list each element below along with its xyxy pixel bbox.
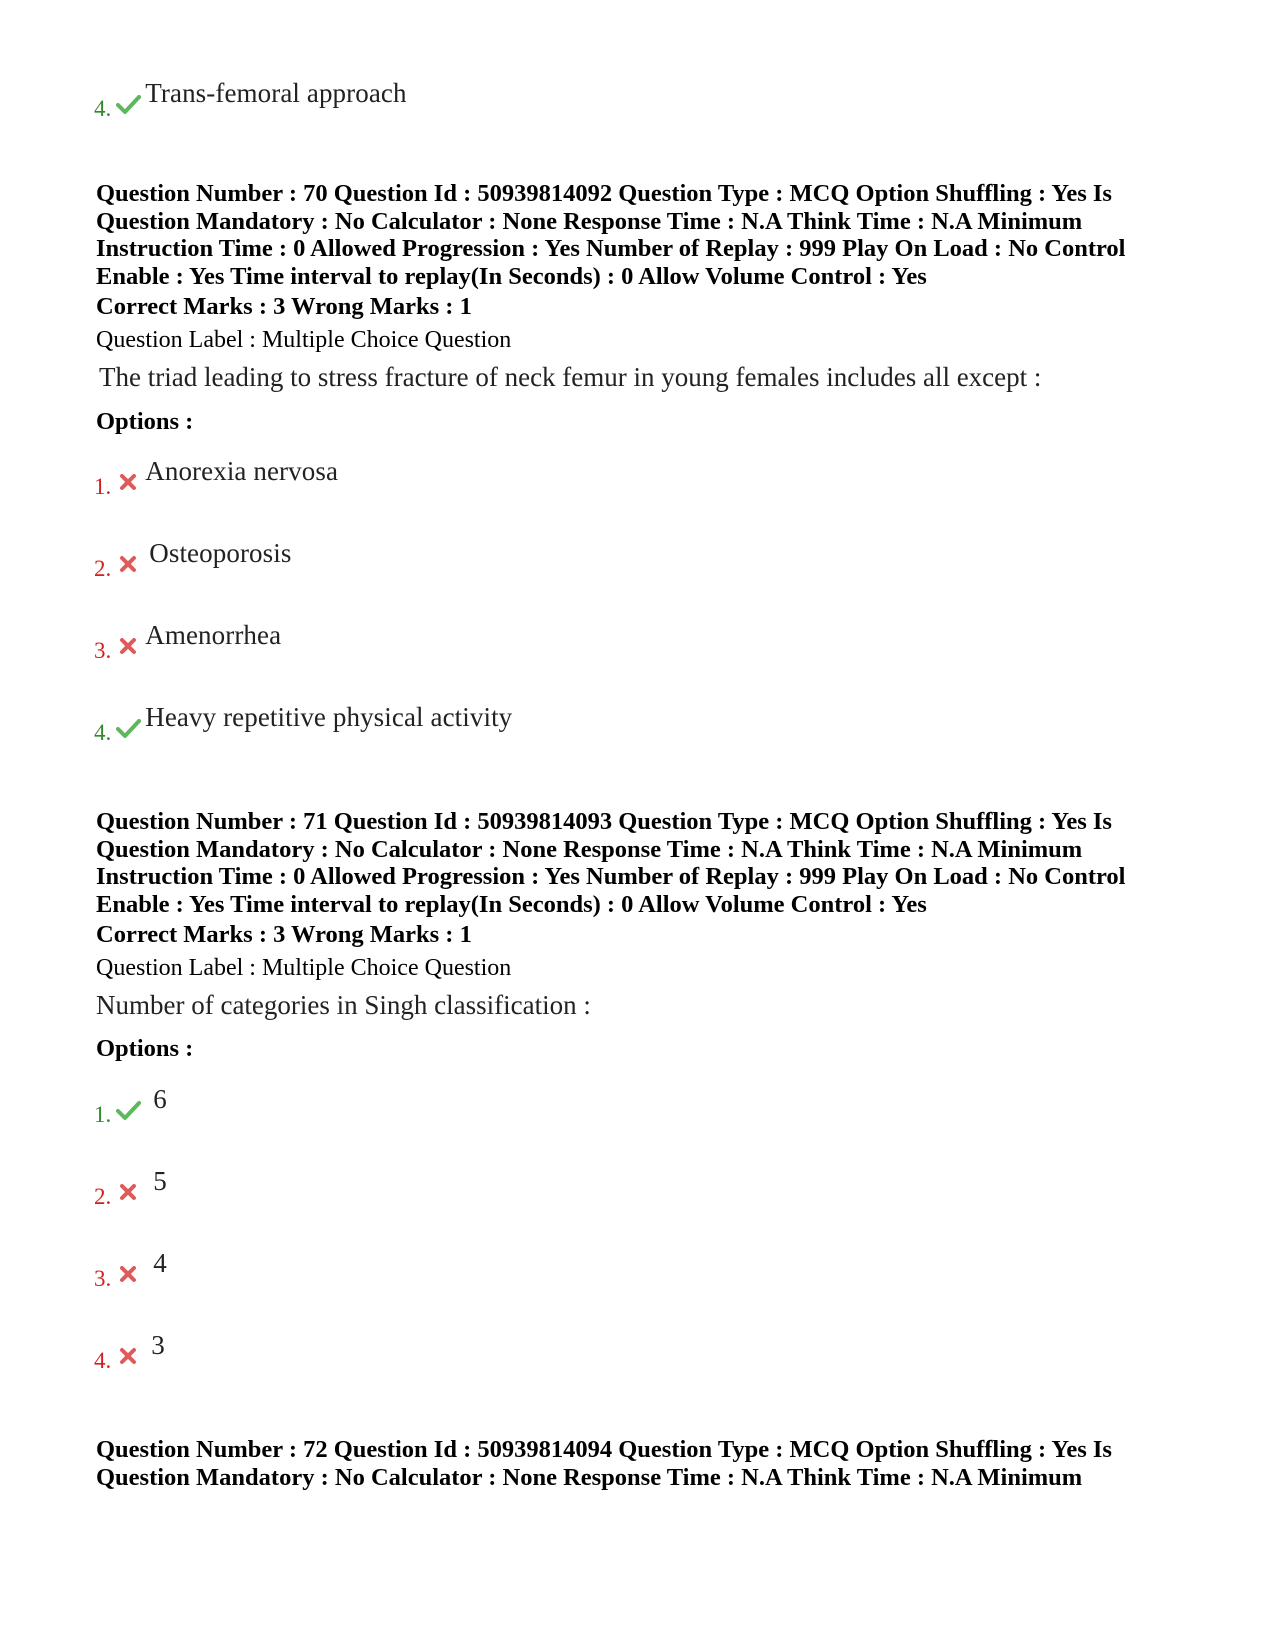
question-71-text: Number of categories in Singh classification : [96,990,591,1020]
option-text: 4 [153,1248,167,1278]
option-text: 6 [153,1084,167,1114]
check-icon [115,93,141,115]
metadata-line: Question Number : 70 Question Id : 50939814092 Question Type : MCQ Option Shuffling : Yes Is [96,180,1112,207]
prev-option-4 [94,78,407,121]
question-71-metadata [96,808,1196,918]
option-number: 1. [94,474,112,499]
option-number: 4. [94,720,112,745]
option-text: Osteoporosis [149,538,292,568]
option-text: Trans-femoral approach [145,78,407,108]
metadata-line: Question Number : 72 Question Id : 50939814094 Question Type : MCQ Option Shuffling : Yes Is [96,1436,1112,1463]
q70-option-1 [94,456,339,499]
option-number: 4. [94,96,112,121]
metadata-line: Question Mandatory : No Calculator : None Response Time : N.A Think Time : N.A Minimum [96,835,1083,863]
cross-icon [115,1181,141,1203]
option-number: 1. [94,1102,112,1127]
q71-option-4 [94,1330,165,1373]
question-72-metadata [96,1436,1196,1491]
option-number: 2. [94,1184,112,1209]
option-number: 2. [94,556,112,581]
question-70-marks: Correct Marks : 3 Wrong Marks : 1 [96,293,472,320]
question-70-label: Question Label : Multiple Choice Question [96,327,512,353]
q71-option-2 [94,1166,167,1209]
option-number: 3. [94,1266,112,1291]
question-70-metadata [96,180,1196,290]
cross-icon [115,1263,141,1285]
question-71-marks: Correct Marks : 3 Wrong Marks : 1 [96,921,472,948]
option-text: Anorexia nervosa [145,456,339,486]
question-71-label: Question Label : Multiple Choice Question [96,955,512,981]
question-70-options-heading: Options : [96,408,194,435]
cross-icon [115,635,141,657]
cross-icon [115,1345,141,1367]
option-number: 4. [94,1348,112,1373]
option-text: 5 [153,1166,167,1196]
option-number: 3. [94,638,112,663]
q71-option-1 [94,1084,167,1127]
question-70-text: The triad leading to stress fracture of neck femur in young females includes all except : [99,362,1042,392]
option-text: Amenorrhea [145,620,282,650]
metadata-line: Question Number : 71 Question Id : 50939814093 Question Type : MCQ Option Shuffling : Yes Is [96,808,1112,835]
metadata-line: Enable : Yes Time interval to replay(In Seconds) : 0 Allow Volume Control : Yes [96,262,927,290]
cross-icon [115,553,141,575]
check-icon [115,1099,141,1121]
q70-option-3 [94,620,282,663]
metadata-line: Instruction Time : 0 Allowed Progression : Yes Number of Replay : 999 Play On Load : No Control [96,235,1126,262]
metadata-line: Question Mandatory : No Calculator : None Response Time : N.A Think Time : N.A Minimum [96,1463,1083,1491]
cross-icon [115,471,141,493]
option-text: 3 [151,1330,165,1360]
q70-option-4 [94,702,513,745]
metadata-line: Question Mandatory : No Calculator : None Response Time : N.A Think Time : N.A Minimum [96,207,1083,235]
option-text: Heavy repetitive physical activity [145,702,513,732]
question-71-options-heading: Options : [96,1035,194,1062]
metadata-line: Enable : Yes Time interval to replay(In Seconds) : 0 Allow Volume Control : Yes [96,890,927,918]
q70-option-2 [94,538,292,581]
q71-option-3 [94,1248,167,1291]
metadata-line: Instruction Time : 0 Allowed Progression : Yes Number of Replay : 999 Play On Load : No Control [96,863,1126,890]
check-icon [115,717,141,739]
